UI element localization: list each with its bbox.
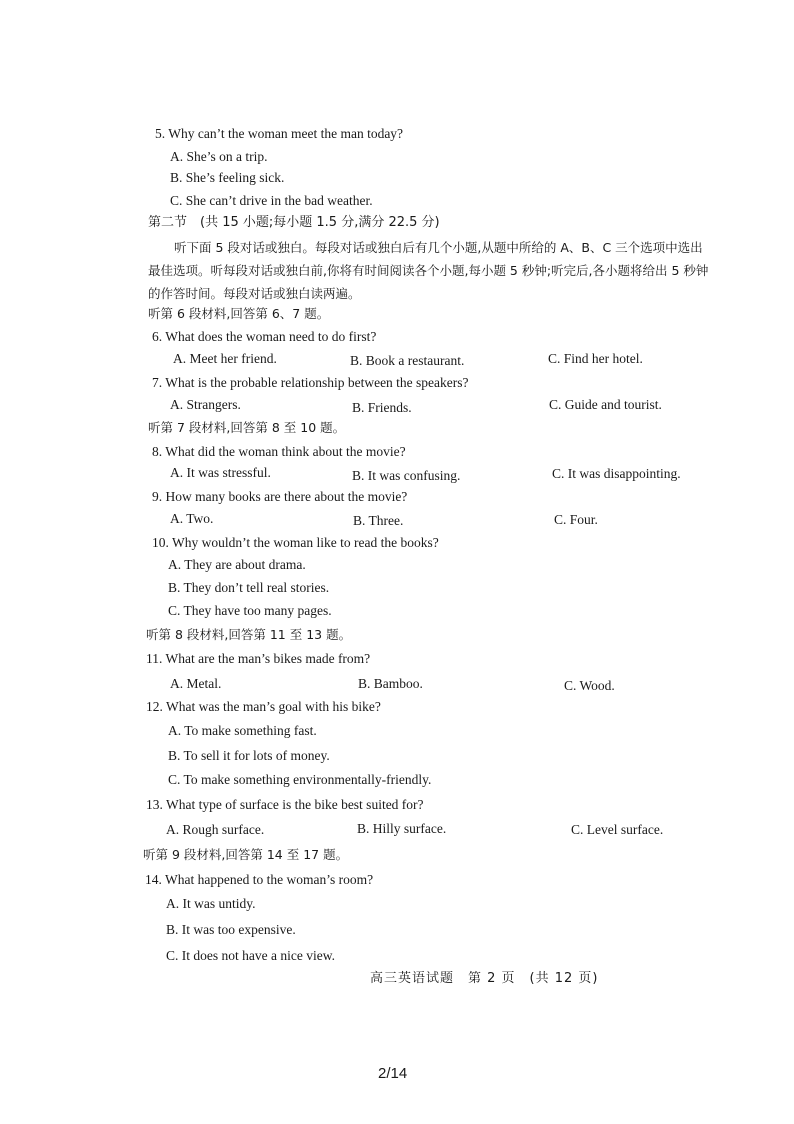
q10-option-c: C. They have too many pages. — [168, 603, 332, 618]
material-7-instruction: 听第 7 段材料,回答第 8 至 10 题。 — [148, 420, 346, 435]
question-11: 11. What are the man’s bikes made from? — [146, 651, 371, 666]
question-9: 9. How many books are there about the movie? — [152, 489, 408, 504]
q9-option-a: A. Two. — [170, 511, 214, 526]
q7-option-a: A. Strangers. — [170, 397, 241, 412]
q7-option-b: B. Friends. — [352, 400, 412, 415]
q11-option-c: C. Wood. — [564, 678, 615, 693]
q8-option-b: B. It was confusing. — [352, 468, 461, 483]
section-2-heading: 第二节 (共 15 小题;每小题 1.5 分,满分 22.5 分) — [148, 215, 440, 230]
q5-option-c: C. She can’t drive in the bad weather. — [170, 193, 373, 208]
material-8-instruction: 听第 8 段材料,回答第 11 至 13 题。 — [146, 627, 352, 642]
q5-option-a: A. She’s on a trip. — [170, 149, 268, 164]
q5-option-b: B. She’s feeling sick. — [170, 170, 285, 185]
question-8: 8. What did the woman think about the movie? — [152, 444, 406, 459]
question-10: 10. Why wouldn’t the woman like to read the books? — [152, 535, 439, 550]
q12-option-a: A. To make something fast. — [168, 723, 317, 738]
q8-option-a: A. It was stressful. — [170, 465, 271, 480]
question-6: 6. What does the woman need to do first? — [152, 329, 377, 344]
q6-option-b: B. Book a restaurant. — [350, 353, 465, 368]
q7-option-c: C. Guide and tourist. — [549, 397, 662, 412]
q9-option-b: B. Three. — [353, 513, 404, 528]
q11-option-a: A. Metal. — [170, 676, 222, 691]
page-number: 2/14 — [378, 1065, 408, 1082]
q12-option-b: B. To sell it for lots of money. — [168, 748, 330, 763]
page-footer: 高三英语试题 第 2 页 (共 12 页) — [370, 971, 599, 986]
q14-option-c: C. It does not have a nice view. — [166, 948, 335, 963]
q14-option-b: B. It was too expensive. — [166, 922, 296, 937]
q12-option-c: C. To make something environmentally-friendly. — [168, 772, 432, 787]
material-6-instruction: 听第 6 段材料,回答第 6、7 题。 — [148, 306, 330, 321]
question-14: 14. What happened to the woman’s room? — [145, 872, 374, 887]
question-13: 13. What type of surface is the bike best suited for? — [146, 797, 424, 812]
q6-option-a: A. Meet her friend. — [173, 351, 277, 366]
question-12: 12. What was the man’s goal with his bike? — [146, 699, 381, 714]
q11-option-b: B. Bamboo. — [358, 676, 423, 691]
question-5: 5. Why can’t the woman meet the man today? — [155, 126, 404, 141]
material-9-instruction: 听第 9 段材料,回答第 14 至 17 题。 — [143, 847, 349, 862]
question-7: 7. What is the probable relationship between the speakers? — [152, 375, 469, 390]
section-2-instructions: 听下面 5 段对话或独白。每段对话或独白后有几个小题,从题中所给的 A、B、C 三个选项中选出最佳选项。听每段对话或独白前,你将有时间阅读各个小题,每小题 5 秒钟;听完后,各小题将给出 5 秒钟的作答时间。每段对话或独白读两遍。 — [148, 240, 709, 301]
q14-option-a: A. It was untidy. — [166, 896, 256, 911]
q13-option-c: C. Level surface. — [571, 822, 664, 837]
q6-option-c: C. Find her hotel. — [548, 351, 643, 366]
q13-option-a: A. Rough surface. — [166, 822, 265, 837]
q10-option-a: A. They are about drama. — [168, 557, 306, 572]
q10-option-b: B. They don’t tell real stories. — [168, 580, 330, 595]
q9-option-c: C. Four. — [554, 512, 598, 527]
q8-option-c: C. It was disappointing. — [552, 466, 681, 481]
q13-option-b: B. Hilly surface. — [357, 821, 447, 836]
